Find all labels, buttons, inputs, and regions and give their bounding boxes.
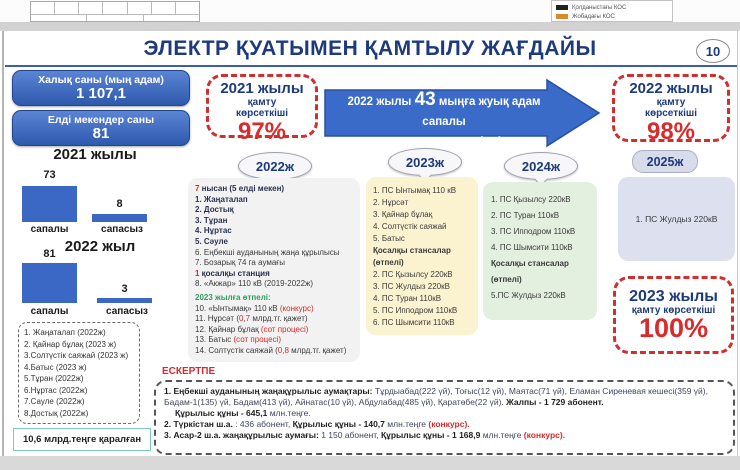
list-item: 3. ПС Ипподром 110кВ — [491, 227, 576, 236]
list-item: 4. ПС Шымсити 110кВ — [491, 243, 573, 252]
list-item: 6. ПС Шымсити 110кВ — [373, 318, 455, 327]
budget-note: 10,6 млрд.теңге қаралған — [13, 428, 151, 451]
bar-value-2021-quality: 73 — [43, 169, 56, 181]
chart-2022-title: 2022 жыл — [64, 238, 136, 255]
remnant-table-row — [31, 15, 199, 21]
list-item: 3.Солтүстік саяжай (2023 ж) — [24, 351, 129, 360]
coverage-2021-label1: қамту — [247, 97, 277, 108]
coverage-2023-box — [613, 276, 734, 354]
bar-value-2021-noquality: 8 — [116, 198, 123, 210]
coverage-2022-year: 2022 жылы — [629, 80, 713, 97]
coverage-2022-label1: қамту — [656, 97, 686, 108]
arrow-text — [328, 90, 560, 152]
list-item: 4. Солтүстік саяжай — [373, 222, 447, 231]
remnant-chart-legend — [551, 0, 673, 22]
slide-edge — [737, 31, 738, 456]
list-item: 14. Солтүстік саяжай (0,8 млрд.тг. қажет) — [195, 345, 347, 355]
bar-2021-noquality — [92, 214, 147, 222]
coverage-2021-year: 2021 жылы — [220, 80, 304, 97]
population-value: 1 107,1 — [75, 85, 127, 102]
list-item: 7. Бозарық 74 га аумағы — [195, 258, 285, 268]
arrow-text-pre: 2022 жылы — [347, 96, 415, 108]
bar-value-2022-quality: 81 — [43, 248, 56, 260]
note-line-1b: Құрылыс құны - 645,1 млн.теңге. — [175, 408, 311, 418]
list-item: 8. «Акжар» 110 кВ (2019-2022ж) — [195, 279, 314, 289]
title-underline — [5, 65, 737, 67]
note-line-2: 2. Түркістан ш.а. : 436 абонент, Құрылыс құны - 140,7 млн.теңге (конкурс). — [164, 419, 470, 429]
bar-label-2022-quality: сапалы — [30, 306, 69, 317]
list-item: 5.Тұран (2022ж) — [24, 374, 84, 383]
bar-2022-noquality — [97, 298, 152, 303]
column-2023-subhead2: (өтпелі) — [373, 258, 404, 267]
year-bubble-2023: 2023ж — [388, 148, 462, 176]
coverage-2022-percent: 98% — [646, 118, 696, 145]
bar-2021-quality — [22, 186, 77, 222]
project-year-list — [18, 322, 140, 424]
population-label: Халық саны (мың адам) — [38, 74, 164, 86]
remnant-table-fragment — [30, 1, 200, 22]
list-item: 3. ПС Жулдыз 220кВ — [373, 282, 450, 291]
note-box — [154, 380, 735, 455]
bottom-divider-band — [0, 456, 740, 470]
bar-label-2022-noquality: сапасыз — [106, 306, 148, 317]
list-item: 1. ПС Қызылсу 220кВ — [491, 195, 571, 204]
previous-slide-fragment — [0, 0, 740, 22]
column-2025 — [618, 177, 735, 261]
list-item: 7.Сауле (2022ж) — [24, 397, 85, 406]
top-divider-band — [0, 22, 740, 31]
list-item: 4. Нұртас — [195, 226, 232, 236]
coverage-2023-label: қамту көрсеткіші — [631, 305, 716, 316]
list-item: 2. Қайнар бұлақ (2023 ж) — [24, 339, 117, 349]
list-item: 1. ПС Жулдыз 220кВ — [635, 214, 718, 224]
legend-swatch-black — [556, 5, 568, 10]
arrow-text-big-number: 43 — [414, 89, 436, 110]
legend-label: Жобадағы КОС — [572, 13, 615, 20]
coverage-2022-label2: көрсеткіші — [644, 108, 697, 119]
settlements-value: 81 — [92, 125, 110, 142]
list-item: 2. Нұрсәт — [373, 198, 409, 207]
page-title: ЭЛЕКТР ҚУАТЫМЕН ҚАМТЫЛУ ЖАҒДАЙЫ — [143, 37, 597, 60]
list-item: 2. Достық — [195, 205, 234, 215]
year-pill-2025: 2025ж — [632, 150, 698, 173]
note-line-1: 1. Еңбекші ауданының жаңақұрылыс аумақтары: Тұрдыабад(222 үй), Тоғыс(12 үй), Маятас(71 үй), Еламан Сиреневая кешесі(359 үй), Бадам-1(135) үй, Бадам(413 үй), Айнатас(10 үй), Абдулабад(485 үй), Қаратөбе(22 үй). Жалпы - 1 729 абонент. — [164, 386, 708, 407]
list-item: 13. Батыс (сот процесі) — [195, 335, 282, 345]
list-item: 4. ПС Туран 110кВ — [373, 294, 442, 303]
note-line-3: 3. Асар-2 ш.а. жаңақұрылыс аумағы: 1 150 абонент, Құрылыс құны - 1 168,9 млн.теңге (конкурс). — [164, 430, 566, 440]
list-item: 5. Сәуле — [195, 236, 228, 246]
list-item: 8.Достық (2022ж) — [24, 408, 89, 418]
coverage-2023-percent: 100% — [638, 313, 709, 343]
coverage-2022-box — [612, 74, 730, 145]
column-2023-subhead: Қосалқы стансалар — [373, 246, 451, 255]
list-item: 11. Нұрсәт (0,7 млрд.тг. қажет) — [195, 314, 308, 324]
column-2024-subhead2: (өтпелі) — [491, 275, 522, 284]
column-2022-head2: 1 қосалқы станция — [195, 268, 270, 278]
column-2024-subhead: Қосалқы стансалар — [491, 259, 569, 268]
settlements-label: Елді мекендер саны — [47, 114, 155, 126]
list-item: 2. ПС Туран 110кВ — [491, 211, 560, 220]
page-number-badge: 10 — [696, 39, 730, 63]
bar-value-2022-noquality: 3 — [121, 283, 128, 295]
note-title: ЕСКЕРТПЕ — [162, 366, 216, 377]
legend-item — [556, 12, 668, 21]
year-bubble-2024: 2024ж — [504, 152, 578, 180]
coverage-2021-percent: 97% — [237, 118, 287, 145]
list-item: 1. ПС Ынтымақ 110 кВ — [373, 186, 457, 195]
legend-swatch-orange — [556, 14, 568, 19]
list-item: 5.ПС Жулдыз 220кВ — [491, 291, 566, 300]
population-stat-box — [12, 70, 190, 106]
bar-2022-quality — [22, 263, 77, 303]
settlements-stat-box — [12, 110, 190, 146]
coverage-2023-year: 2023 жылы — [629, 288, 718, 305]
year-bubble-2022: 2022ж — [238, 152, 312, 180]
coverage-2021-label2: көрсеткіші — [235, 108, 288, 119]
legend-item — [556, 3, 668, 12]
column-2022-head1: 7 нысан (5 елді мекен) — [195, 184, 285, 193]
coverage-2021-box — [206, 74, 318, 145]
legend-label: Қолданыстағы КОС — [572, 4, 627, 11]
list-item: 1. Жаңаталап — [195, 194, 248, 204]
list-item: 5. Батыс — [373, 234, 405, 243]
list-item: 10. «Ынтымақ» 110 кВ (конкурс) — [195, 303, 314, 313]
remnant-table-row — [31, 2, 199, 15]
list-item: 1. Жаңаталап (2022ж) — [24, 328, 106, 337]
arrow-text-post: мыңға жуық адам сапалы — [422, 96, 541, 128]
bar-label-2021-quality: сапалы — [30, 224, 69, 235]
list-item: 2. ПС Қызылсу 220кВ — [373, 270, 453, 279]
column-2024 — [483, 182, 597, 320]
list-item: 5. ПС Ипподром 110кВ — [373, 306, 458, 315]
list-item: 4.Батыс (2023 ж) — [24, 362, 87, 372]
slide-edge — [2, 31, 4, 456]
column-2023 — [366, 177, 478, 335]
list-item: 6.Нұртас (2022ж) — [24, 385, 88, 395]
list-item: 6. Еңбекші ауданының жаңа құрылысы — [195, 247, 340, 257]
list-item: 3. Қайнар бұлақ — [373, 210, 433, 219]
arrow-text-line2: электрмен қамтуға мүмкіндік алады — [340, 136, 548, 148]
column-2022-transition-head: 2023 жылға өтпелі: — [195, 292, 271, 302]
chart-2021-title: 2021 жылы — [53, 146, 137, 163]
list-item: 12. Қайнар бұлақ (сот процесі) — [195, 324, 309, 334]
bar-label-2021-noquality: сапасыз — [101, 224, 143, 235]
list-item: 3. Тұран — [195, 215, 228, 225]
column-2022 — [188, 178, 360, 362]
